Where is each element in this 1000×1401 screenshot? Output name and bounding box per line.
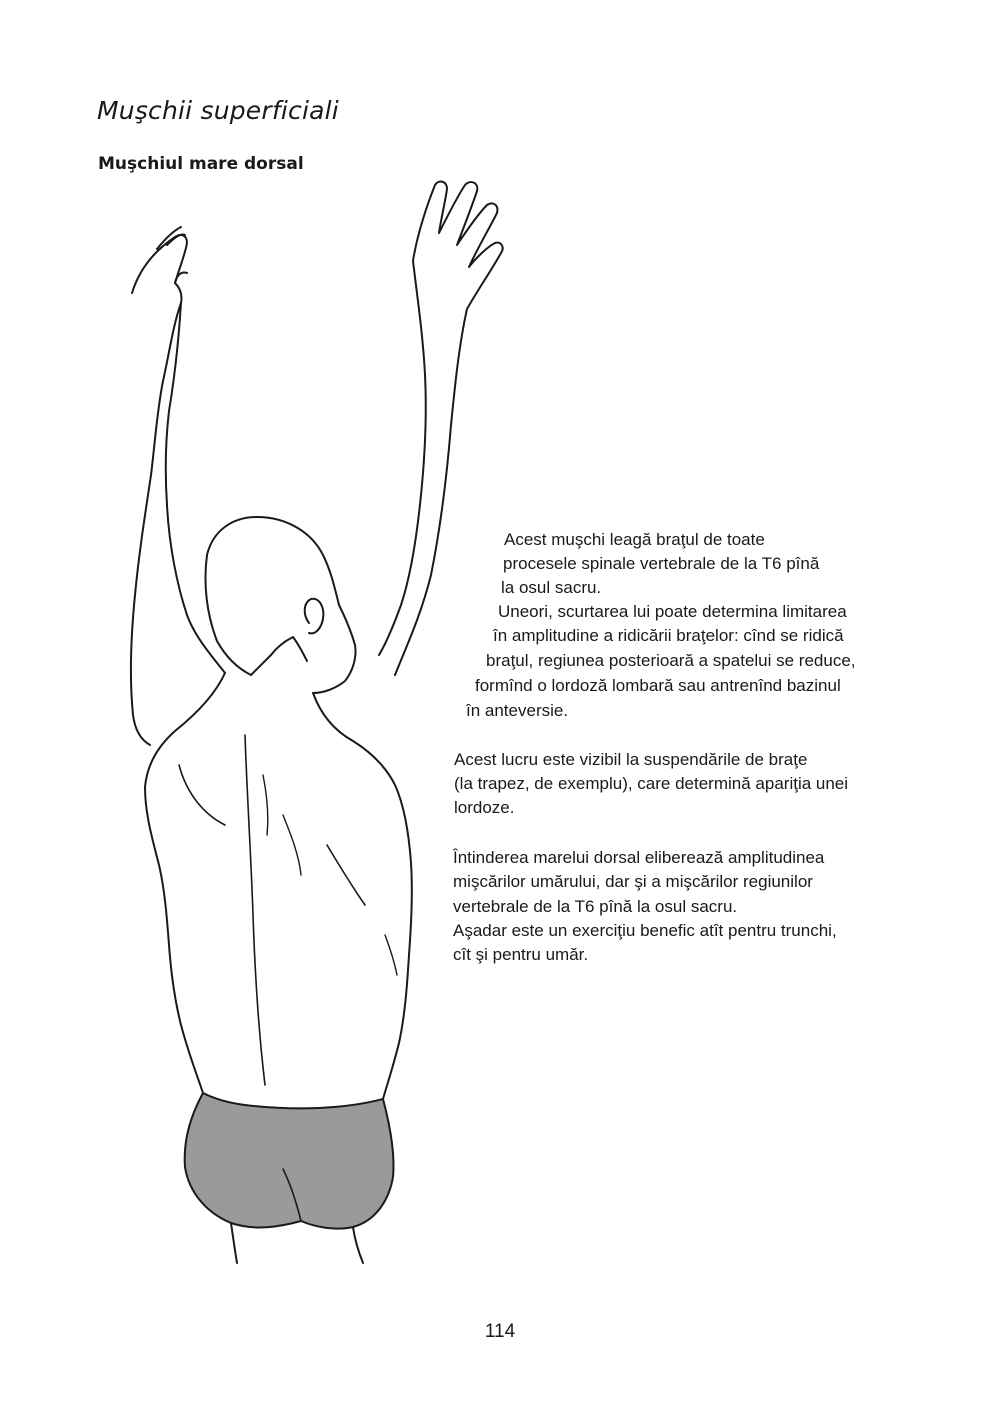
- paragraph-2-line-2: în amplitudine a ridicării braţelor: cînd se ridică: [493, 626, 844, 645]
- paragraph-4-line-4: Aşadar este un exerciţiu benefic atît pentru trunchi,: [453, 921, 837, 940]
- paragraph-4-line-2: mişcărilor umărului, dar şi a mişcărilor regiunilor: [453, 872, 813, 891]
- scapula-right: [327, 845, 365, 905]
- paragraph-2-line-4: formînd o lordoză lombară sau antrenînd bazinul: [475, 676, 841, 695]
- paragraph-3-line-2: (la trapez, de exemplu), care determină apariţia unei: [454, 774, 849, 793]
- paragraph-2-line-1: Uneori, scurtarea lui poate determina limitarea: [498, 602, 847, 621]
- left-arm-inner: [166, 303, 225, 673]
- paragraph-1-line-1: Acest muşchi leagă braţul de toate: [504, 530, 765, 549]
- spine-line: [245, 735, 265, 1085]
- right-arm-inner: [379, 261, 426, 655]
- neck-shoulders: [145, 673, 225, 1093]
- briefs: [185, 1093, 394, 1229]
- paragraph-4-line-1: Întinderea marelui dorsal eliberează amplitudinea: [453, 848, 825, 867]
- paragraph-4-line-3: vertebrale de la T6 pînă la osul sacru.: [453, 897, 738, 916]
- back-details: [263, 775, 397, 975]
- right-arm-outline: [395, 182, 503, 675]
- paragraph-2-line-3: braţul, regiunea posterioară a spatelui se reduce,: [486, 651, 856, 670]
- hair-line: [205, 555, 307, 675]
- paragraph-3-line-3: lordoze.: [454, 798, 515, 817]
- right-shoulder: [313, 693, 412, 1099]
- left-fingers: [157, 227, 187, 283]
- scapula-left: [179, 765, 225, 825]
- section-title: Muşchiul mare dorsal: [98, 154, 304, 174]
- paragraph-1-line-2: procesele spinale vertebrale de la T6 pînă: [503, 554, 820, 573]
- paragraph-3-line-1: Acest lucru este vizibil la suspendările de braţe: [454, 750, 808, 769]
- head-outline: [207, 517, 356, 693]
- paragraph-4-line-5: cît şi pentru umăr.: [453, 945, 589, 964]
- left-arm-outline: [131, 235, 187, 745]
- ear: [305, 599, 324, 634]
- paragraph-2-line-5: în anteversie.: [466, 701, 569, 720]
- page-number: 114: [484, 1321, 516, 1342]
- page-title: Muşchii superficiali: [97, 96, 339, 125]
- paragraph-1-line-3: la osul sacru.: [501, 578, 602, 597]
